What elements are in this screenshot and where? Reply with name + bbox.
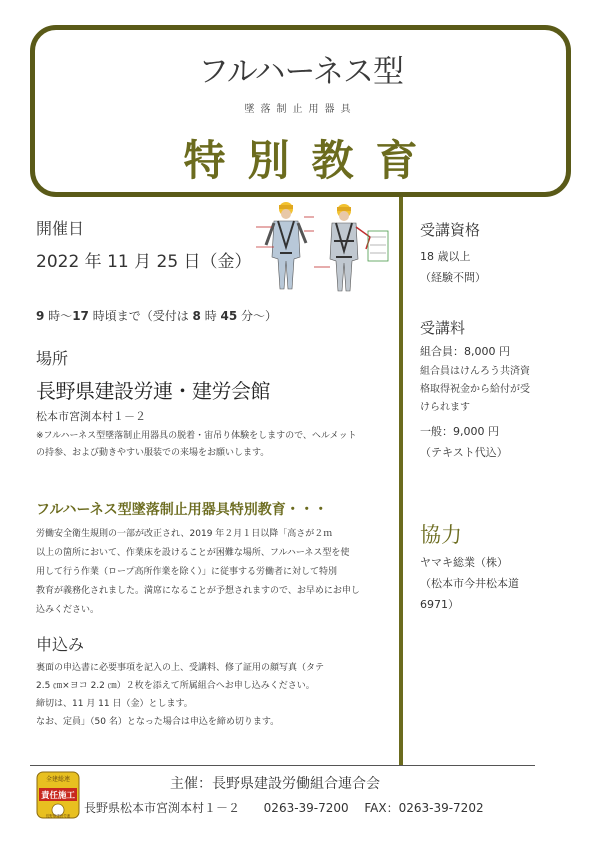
cooperation-text bbox=[420, 552, 519, 615]
about-body bbox=[36, 525, 360, 620]
about-line: 教育が義務化されました。満席になることが予想されますので、お早めにお申し bbox=[36, 586, 360, 596]
time-start-hour: 9 bbox=[36, 309, 45, 323]
footer-host: 主催：長野県建設労働組合連合会 bbox=[170, 776, 380, 792]
time-text-4: 分～） bbox=[237, 309, 278, 323]
venue-note-line: ※フルハーネス型墜落制止用器具の脱着・宙吊り体験をしますので、ヘルメット bbox=[36, 431, 357, 441]
column-divider bbox=[399, 197, 403, 765]
footer-divider bbox=[30, 765, 535, 766]
time-reception-minute: 45 bbox=[220, 309, 238, 323]
footer-address: 長野県松本市宮渕本村１－２ bbox=[84, 801, 241, 815]
venue-name: 長野県建設労連・建労会館 bbox=[36, 379, 270, 403]
time-text-3: 時 bbox=[200, 309, 221, 323]
fee-note bbox=[420, 363, 530, 417]
cooperation-line: ヤマキ総業（株） bbox=[420, 556, 508, 569]
badge-top-text: 全建総連 bbox=[45, 776, 71, 783]
about-line: 労働安全衛生規則の一部が改正され、2019 年２月１日以降「高さが２ｍ bbox=[36, 529, 333, 539]
harness-workers-image bbox=[244, 197, 394, 298]
badge-bottom-text: 長野県建設労連 bbox=[45, 814, 71, 818]
time-end-hour: 17 bbox=[72, 309, 89, 323]
fee-note-line: 格取得祝金から給付が受 bbox=[420, 384, 530, 395]
fee-general-note: （テキスト代込） bbox=[420, 446, 508, 459]
event-time bbox=[36, 307, 277, 324]
cooperation-line: 6971） bbox=[420, 598, 459, 611]
title-special-education: 特別教育 bbox=[183, 136, 440, 185]
responsible-construction-badge bbox=[36, 771, 80, 819]
apply-line: 2.5 ㎝×ヨコ 2.2 ㎝）２枚を添えて所属組合へお申し込みください。 bbox=[36, 681, 315, 691]
title-fall-arrest-device: 墜落制止用器具 bbox=[244, 104, 357, 115]
venue-address: 松本市宮渕本村１－２ bbox=[36, 410, 146, 423]
footer-contact bbox=[84, 799, 484, 816]
fee-label: 受講料 bbox=[420, 319, 466, 337]
about-line: 用して行う作業（ロープ高所作業を除く）」に従事する労働者に対して特別 bbox=[36, 567, 338, 577]
title-harness-type: フルハーネス型 bbox=[197, 54, 404, 90]
cooperation-label: 協力 bbox=[420, 523, 462, 547]
fee-general: 一般：9,000 円 bbox=[420, 425, 499, 438]
title-banner bbox=[30, 25, 571, 197]
footer-tel: 0263-39-7200 bbox=[263, 801, 349, 815]
time-text-1: 時～ bbox=[44, 309, 73, 323]
qualification-line: （経験不問） bbox=[420, 271, 486, 284]
badge-icon bbox=[36, 771, 80, 819]
venue-note bbox=[36, 428, 357, 462]
about-line: 以上の箇所において、作業床を設けることが困難な場所、フルハーネス型を使 bbox=[36, 548, 350, 558]
time-reception-hour: 8 bbox=[192, 309, 201, 323]
date-label: 開催日 bbox=[36, 219, 85, 238]
apply-line: なお、定員」（50 名）となった場合は申込を締め切ります。 bbox=[36, 717, 280, 727]
harness-illustration bbox=[244, 197, 394, 298]
about-line: 込みください。 bbox=[36, 605, 100, 615]
qualification-line: 18 歳以上 bbox=[420, 250, 471, 263]
event-date: 2022 年 11 月 25 日（金） bbox=[36, 252, 252, 272]
footer-fax: FAX：0263-39-7202 bbox=[364, 801, 484, 815]
qualification-text bbox=[420, 246, 486, 288]
fee-note-line: けられます bbox=[420, 402, 470, 413]
apply-line: 裏面の申込書に必要事項を記入の上、受講料、修了証用の顔写真（タテ bbox=[36, 663, 325, 673]
apply-body bbox=[36, 659, 324, 731]
fee-member: 組合員：8,000 円 bbox=[420, 345, 510, 358]
venue-label: 場所 bbox=[36, 349, 69, 368]
cooperation-line: （松本市今井松本道 bbox=[420, 577, 519, 590]
venue-note-line: の持参、および動きやすい服装での来場をお願いします。 bbox=[36, 448, 270, 458]
apply-heading: 申込み bbox=[36, 635, 85, 654]
about-heading: フルハーネス型墜落制止用器具特別教育・・・ bbox=[36, 502, 328, 518]
badge-main-text: 責任施工 bbox=[40, 791, 76, 801]
time-text-2: 時頃まで（受付は bbox=[88, 309, 193, 323]
fee-note-line: 組合員はけんろう共済資 bbox=[420, 366, 530, 377]
qualification-label: 受講資格 bbox=[420, 221, 481, 239]
apply-line: 締切は、11 月 11 日（金）とします。 bbox=[36, 699, 193, 709]
